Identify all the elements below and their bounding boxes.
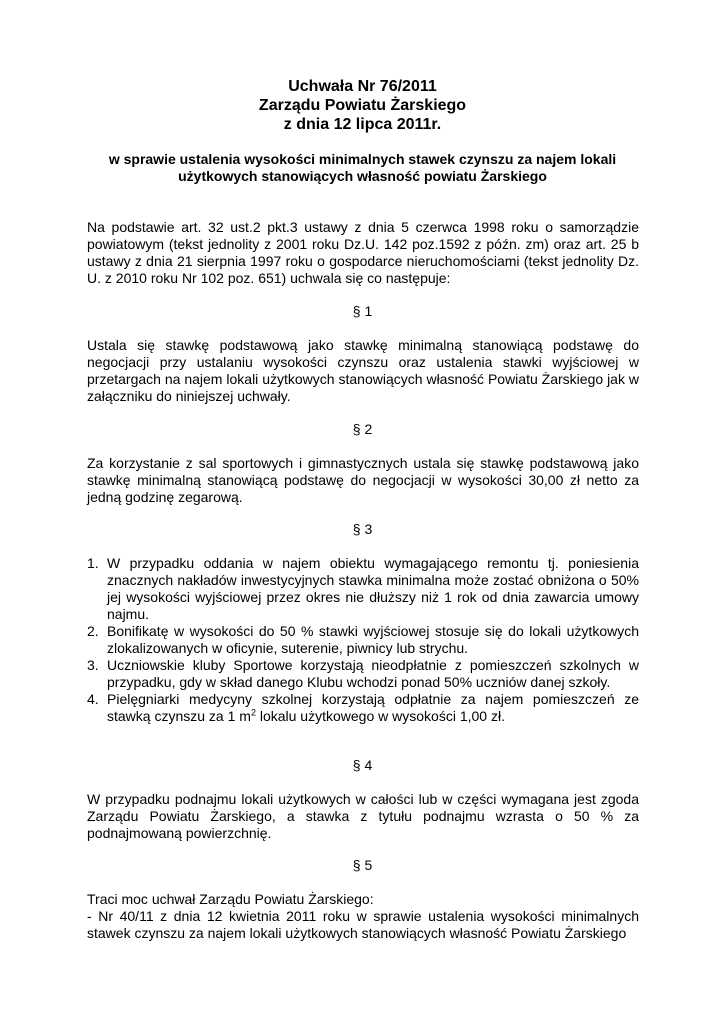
section-3-heading: § 3 [352,521,373,537]
list-item [87,555,639,623]
section-3-list [87,555,639,725]
superscript: 2 [250,707,256,718]
subject-line-1: w sprawie ustalenia wysokości minimalnych stawek czynszu za najem lokali [108,151,617,167]
list-item-number: 3. [87,657,99,673]
subject-line-2: użytkowych stanowiących własność powiatu Żarskiego [178,168,547,184]
list-item-number: 1. [87,555,99,571]
section-5-heading: § 5 [352,857,373,873]
list-item-text-end: lokalu użytkowego w wysokości 1,00 zł. [255,708,505,724]
list-item-text: Bonifikatę w wysokości do 50 % stawki wyjściowej stosuje się do lokali użytkowych zlokalizowanych w oficynie, suterenie, piwnicy lub strychu. [107,623,639,656]
section-2-heading: § 2 [352,421,373,437]
resolution-number: Uchwała Nr 76/2011 [288,78,437,95]
list-item-text: W przypadku oddania w najem obiektu wymagającego remontu tj. poniesienia znacznych nakładów inwestycyjnych stawka minimalna może zostać obniżona o 50% jej wysokości wyjściowej przez okres nie dłuższy niż 1 rok od dnia zawarcia umowy najmu. [107,555,639,622]
section-5-repealed-item: - Nr 40/11 z dnia 12 kwietnia 2011 roku w sprawie ustalenia wysokości minimalnych stawek czynszu za najem lokali użytkowych stanowiących własność Powiatu Żarskiego [87,908,639,941]
section-5-intro: Traci moc uchwał Zarządu Powiatu Żarskiego: [87,891,374,907]
section-2-text: Za korzystanie z sal sportowych i gimnastycznych ustala się stawkę podstawową jako stawkę minimalną stanowiącą podstawę do negocjacji w wysokości 30,00 zł netto za jedną godzinę zegarową. [87,455,639,505]
issuing-body: Zarządu Powiatu Żarskiego [258,97,467,114]
section-4-text: W przypadku podnajmu lokali użytkowych w całości lub w części wymagana jest zgoda Zarządu Powiatu Żarskiego, a stawka z tytułu podnajmu wzrasta o 50 % za podnajmowaną powierzchnię. [87,791,639,841]
preamble: Na podstawie art. 32 ust.2 pkt.3 ustawy z dnia 5 czerwca 1998 roku o samorządzie powiatowym (tekst jednolity z 2001 roku Dz.U. 142 poz.1592 z późn. zm) oraz art. 25 b ustawy z dnia 21 sierpnia 1997 roku o gospodarce nieruchomościami (tekst jednolity Dz. U. z 2010 roku Nr 102 poz. 651) uchwala się co następuje: [87,219,639,286]
section-4-heading: § 4 [352,757,373,773]
resolution-subject [0,151,725,185]
list-item [87,691,639,725]
list-item [87,657,639,691]
list-item-number: 2. [87,623,99,639]
section-1-text: Ustala się stawkę podstawową jako stawkę minimalną stanowiącą podstawę do negocjacji przy ustalaniu wysokości czynszu oraz ustalenia stawki wyjściowej w przetargach na najem lokali użytkowych stanowiących własność Powiatu Żarskiego jak w załączniku do niniejszej uchwały. [87,337,639,404]
list-item-number: 4. [87,691,99,707]
resolution-header [0,77,725,134]
list-item-text: Uczniowskie kluby Sportowe korzystają nieodpłatnie z pomieszczeń szkolnych w przypadku, gdy w skład danego Klubu wchodzi ponad 50% uczniów danej szkoły. [107,657,639,690]
list-item-text: Pielęgniarki medycyny szkolnej korzystają odpłatnie za najem pomieszczeń ze stawką czynszu za 1 m [107,691,639,724]
section-1-heading: § 1 [352,303,373,319]
list-item [87,623,639,657]
resolution-date: z dnia 12 lipca 2011r. [283,116,442,133]
